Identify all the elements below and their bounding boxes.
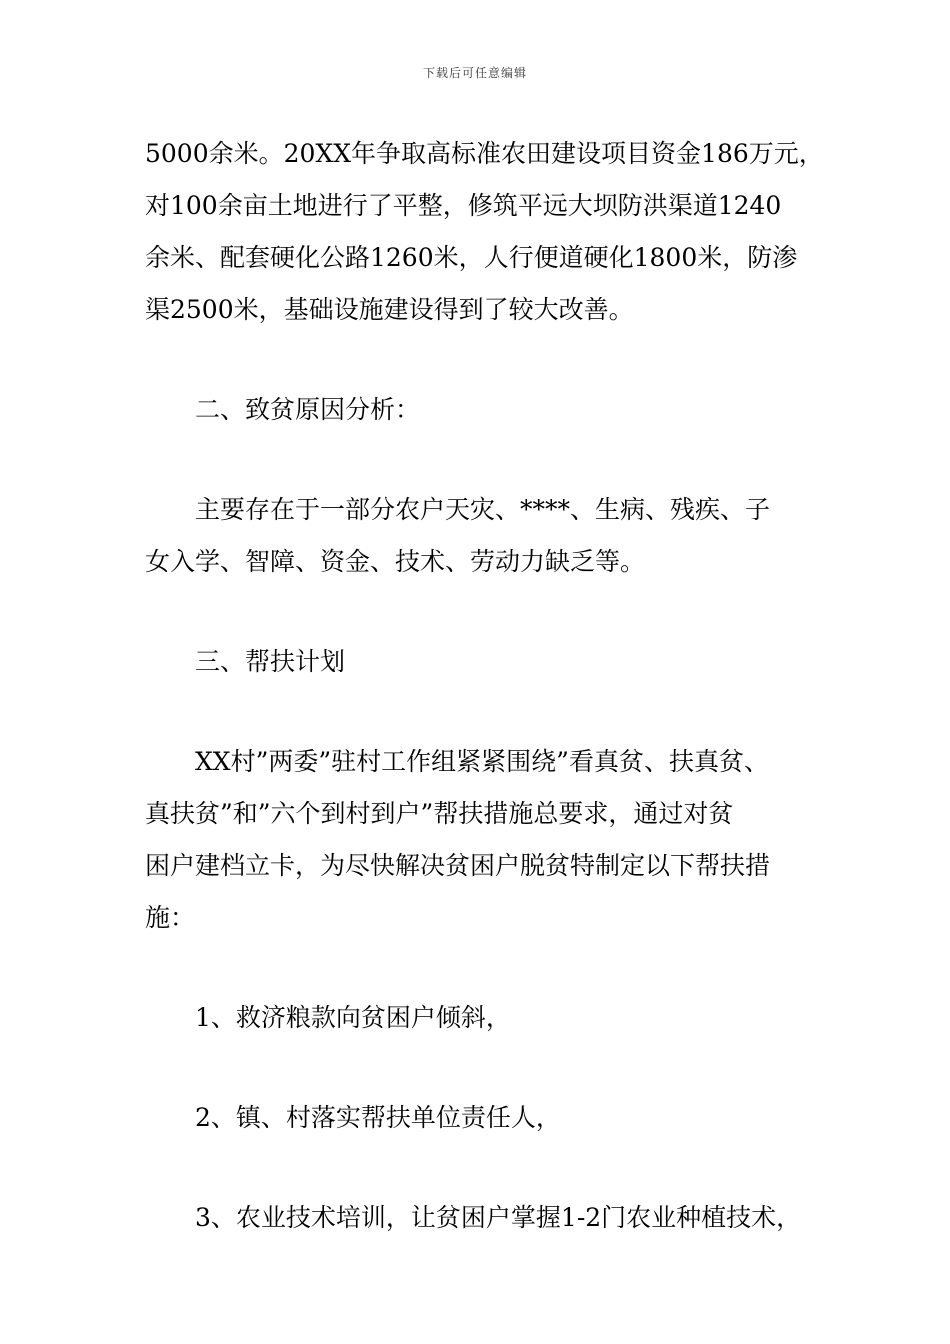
list-item-text: 1、救济粮款向贫困户倾斜， xyxy=(195,1003,511,1032)
text-line: XX村”两委”驻村工作组紧紧围绕”看真贫、扶真贫、 xyxy=(195,747,769,776)
text-line: 主要存在于一部分农户天灾、****、生病、残疾、子 xyxy=(195,495,771,524)
text-line: 施： xyxy=(145,903,196,932)
text-line: 真扶贫”和”六个到村到户”帮扶措施总要求，通过对贫 xyxy=(145,799,734,828)
document-body xyxy=(145,128,824,1244)
paragraph-assistance-plan xyxy=(145,736,815,944)
text-line: 渠2500米，基础设施建设得到了较大改善。 xyxy=(145,295,634,324)
paragraph-poverty-causes xyxy=(145,484,815,588)
list-item-measure-1 xyxy=(145,992,815,1044)
text-line: 困户建档立卡，为尽快解决贫困户脱贫特制定以下帮扶措 xyxy=(145,851,771,880)
heading-text: 二、致贫原因分析： xyxy=(195,395,421,424)
page-header-note: 下载后可任意编辑 xyxy=(422,66,527,80)
section-heading-poverty-causes xyxy=(145,384,815,436)
text-line: 女入学、智障、资金、技术、劳动力缺乏等。 xyxy=(145,547,646,576)
text-line: 对100余亩土地进行了平整，修筑平远大坝防洪渠道1240 xyxy=(145,191,782,220)
list-item-measure-2 xyxy=(145,1092,815,1144)
list-item-text: 2、镇、村落实帮扶单位责任人， xyxy=(195,1103,561,1132)
paragraph-infrastructure xyxy=(145,128,824,336)
section-heading-assistance-plan xyxy=(145,636,815,688)
text-line: 5000余米。20XX年争取高标准农田建设项目资金186万元， xyxy=(145,139,824,168)
list-item-text: 3、农业技术培训，让贫困户掌握1-2门农业种植技术， xyxy=(195,1203,802,1232)
heading-text: 三、帮扶计划 xyxy=(195,647,346,676)
text-line: 余米、配套硬化公路1260米，人行便道硬化1800米，防渗 xyxy=(145,243,798,272)
list-item-measure-3 xyxy=(145,1192,815,1244)
